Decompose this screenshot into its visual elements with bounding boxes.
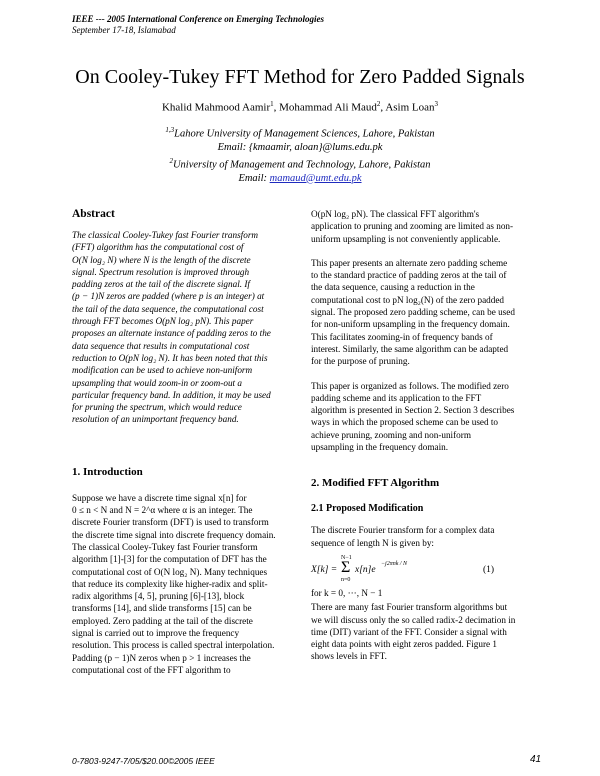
intro-line: The classical Cooley-Tukey fast Fourier transform: [72, 541, 258, 552]
intro-heading: 1. Introduction: [72, 465, 143, 478]
section2-body-line: There are many fast Fourier transform algorithms but: [311, 602, 508, 613]
email-2-line: [0, 172, 600, 186]
section2-body-line: eight data points with eight zeros padded. Figure 1: [311, 639, 498, 650]
email-1: Email: {kmaamir, aloan}@lums.edu.pk: [217, 142, 383, 153]
right-p2-line: to the standard practice of padding zeros at the tail of: [311, 270, 507, 281]
email-2-label: Email:: [238, 172, 270, 184]
equation-sigma: Σ: [341, 558, 351, 576]
intro-line: computational cost of the FFT algorithm to: [72, 664, 231, 675]
right-paragraph-2: [311, 257, 531, 368]
conference-date: September 17-18, Islamabad: [72, 25, 176, 35]
right-p2-line: interest. Similarly, the same algorithm can be adapted: [311, 343, 509, 354]
page-number: 41: [530, 754, 542, 765]
section2-subheading: 2.1 Proposed Modification: [311, 503, 424, 515]
author-2-sup: 2: [376, 100, 381, 108]
affiliation-1: [0, 124, 600, 141]
abstract-line: (FFT) algorithm has the computational cost of: [72, 242, 244, 253]
equation-upper-limit: N−1: [341, 554, 352, 561]
abstract-heading: Abstract: [72, 208, 115, 220]
section2-line: sequence of length N is given by:: [311, 537, 434, 548]
author-3-sup: 3: [434, 100, 439, 108]
intro-line: signal is carried out to improve the frequency: [72, 628, 240, 639]
right-p2-line: for non-uniform upsampling in the frequency domain.: [311, 319, 510, 330]
intro-line: algorithm [1]-[3] for the computation of DFT has the: [72, 554, 267, 565]
right-p2-line: This facilitates zooming-in of frequency bands of: [311, 331, 493, 342]
right-p3-line: algorithm is presented in Section 2. Section 3 describes: [311, 405, 515, 416]
equation-body: x[n]e: [355, 564, 376, 575]
abstract-line: data sequence that results in computational cost: [72, 340, 250, 351]
conference-name: IEEE --- 2005 International Conference on Emerging Technologies: [72, 14, 324, 24]
section2-line: The discrete Fourier transform for a complex data: [311, 525, 495, 536]
abstract-line: The classical Cooley-Tukey fast Fourier transform: [72, 230, 259, 240]
paper-title: On Cooley-Tukey FFT Method for Zero Padded Signals: [75, 66, 525, 88]
right-paragraph-3: [311, 380, 531, 454]
section2-body-line: time (DIT) variant of the FFT. Consider a signal with: [311, 626, 507, 637]
intro-line: employed. Zero padding at the tail of the discrete: [72, 615, 253, 626]
abstract-body: [72, 229, 292, 426]
right-p3-line: achieve pruning, zooming and non-uniform: [311, 429, 471, 440]
abstract-line: O(N log₂ N) where N is the length of the discrete: [72, 254, 251, 265]
intro-line: discrete Fourier transform (DFT) is used to transform: [72, 517, 269, 528]
intro-line: transforms [14], and slide transforms [15] can be: [72, 603, 252, 614]
intro-line: resolution. This process is called spectral interpolation.: [72, 640, 275, 651]
abstract-line: particular frequency band. In addition, it may be used: [72, 389, 271, 400]
intro-line: Suppose we have a discrete time signal x[n] for: [72, 492, 247, 503]
abstract-line: through FFT becomes O(pN log₂ pN). This paper: [72, 316, 254, 327]
right-p3-line: padding scheme and its application to the FFT: [311, 392, 482, 403]
affiliation-1-sup: 1,3: [165, 126, 175, 134]
right-p2-line: This paper presents an alternate zero padding scheme: [311, 257, 508, 268]
affiliation-2-sup: 2: [169, 156, 173, 165]
section2-body-line: we will discuss only the so called radix-2 decimation in: [311, 614, 516, 625]
abstract-line: signal. Spectrum resolution is improved through: [72, 266, 250, 277]
affiliation-2: [0, 155, 600, 172]
abstract-line: modification can be used to achieve non-uniform: [72, 365, 253, 376]
section2-body-line: shows levels in FFT.: [311, 651, 387, 662]
footer-copyright: 0-7803-9247-7/05/$20.00©2005 IEEE: [72, 756, 215, 766]
abstract-line: proposes an alternate instance of padding zeros to the: [72, 328, 271, 339]
right-top-line: O(pN log₂ pN). The classical FFT algorithm's: [311, 209, 480, 219]
intro-body: [72, 492, 292, 676]
right-top-line: application to pruning and zooming are limited as non-: [311, 221, 514, 232]
author-2: , Mohammad Ali Maud: [273, 101, 377, 114]
equation-lhs: X[k] =: [311, 564, 338, 575]
equation-range: for k = 0, ···, N − 1: [311, 587, 383, 598]
section2-body: [311, 601, 531, 662]
abstract-line: for pruning the spectrum, which would reduce: [72, 402, 242, 413]
right-top-paragraph: [311, 208, 531, 245]
intro-line: radix algorithms [4, 5], pruning [6]-[13], block: [72, 591, 245, 602]
affiliation-2-text: University of Management and Technology, Lahore, Pakistan: [172, 159, 431, 170]
conference-header: [72, 14, 324, 36]
abstract-line: upsampling that would zoom-in or zoom-out a: [72, 377, 242, 388]
intro-line: that reduce its complexity like higher-radix and split-: [72, 578, 268, 589]
abstract-line: (p − 1)N zeros are padded (where p is an integer) at: [72, 291, 265, 302]
left-column: [72, 208, 292, 676]
right-p3-line: This paper is organized as follows. The modified zero: [311, 380, 509, 391]
right-column: [311, 208, 531, 663]
abstract-line: reduction to O(pN log₂ N). It has been noted that this: [72, 352, 268, 363]
intro-line: 0 ≤ n < N and N = 2^α where α is an integer. The: [72, 505, 253, 516]
right-p3-line: upsampling in the frequency domain.: [311, 442, 449, 453]
section2-heading: 2. Modified FFT Algorithm: [311, 477, 440, 490]
intro-line: the discrete time signal into discrete frequency domain.: [72, 529, 276, 540]
intro-line: Padding (p − 1)N zeros when p > 1 increases the: [72, 652, 251, 663]
abstract-line: the tail of the data sequence, the computational cost: [72, 303, 264, 314]
right-p2-line: for the purpose of pruning.: [311, 356, 410, 367]
author-1: Khalid Mahmood Aamir: [161, 101, 271, 114]
email-2-link[interactable]: mamaud@umt.edu.pk: [269, 172, 362, 184]
section2-intro: [311, 524, 531, 549]
author-1-sup: 1: [270, 100, 274, 108]
right-p2-line: the data sequence, causing a reduction in the: [311, 282, 475, 293]
right-p3-line: ways in which the proposed scheme can be used to: [311, 417, 499, 428]
abstract-line: resolution of an unimportant frequency band.: [72, 414, 239, 425]
author-3: , Asim Loan: [380, 101, 435, 114]
equation-lower-limit: n=0: [341, 576, 351, 583]
abstract-line: padding zeros at the tail of the discrete signal. If: [72, 279, 250, 290]
equation-exponent: −j2πnk / N: [381, 560, 408, 567]
right-p2-line: computational cost to pN log₂(N) of the zero padded: [311, 294, 505, 305]
author-line: [0, 100, 600, 114]
affiliation-1-text: Lahore University of Management Sciences, Lahore, Pakistan: [174, 128, 435, 140]
equation-number: (1): [483, 564, 495, 575]
right-p2-line: signal. The proposed zero padding scheme, can be used: [311, 307, 515, 318]
right-top-line: uniform upsampling is not conveniently applicable.: [311, 233, 501, 244]
affiliations: [0, 124, 600, 185]
intro-line: computational cost of O(N log₂ N). Many techniques: [72, 566, 268, 577]
equation-1: [311, 555, 531, 585]
